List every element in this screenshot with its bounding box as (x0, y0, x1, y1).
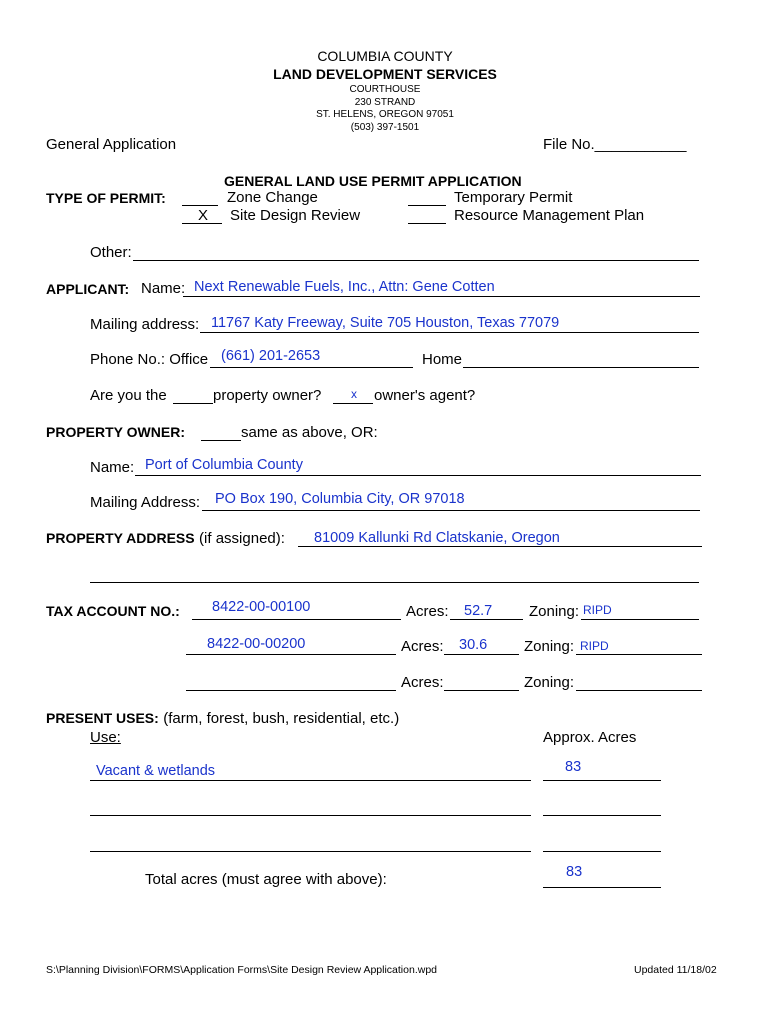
applicant-phone-label: Phone No.: Office (90, 351, 209, 368)
applicant-office-phone-field[interactable] (210, 367, 413, 368)
acres-label-3: Acres: (401, 674, 444, 691)
applicant-mailing-label: Mailing address: (90, 316, 200, 333)
applicant-home-label: Home (422, 351, 463, 368)
tax-account-label: TAX ACCOUNT NO.: (46, 603, 180, 619)
zoning-value-1: RIPD (583, 603, 612, 617)
footer-updated-date: Updated 11/18/02 (634, 964, 717, 976)
street-address: 230 STRAND (354, 97, 416, 108)
owner-mailing-field[interactable] (202, 510, 700, 511)
use-acres-field-1[interactable] (543, 780, 661, 781)
zone-change-label: Zone Change (227, 189, 318, 206)
tax-account-value-2: 8422-00-00200 (207, 636, 306, 652)
tax-account-value-1: 8422-00-00100 (212, 599, 311, 615)
site-design-review-mark: X (198, 207, 209, 224)
zoning-field-2[interactable] (576, 654, 702, 655)
present-uses-heading (46, 710, 399, 728)
header-phone: (503) 397-1501 (350, 122, 420, 133)
use-field-3[interactable] (90, 851, 531, 852)
property-address-field[interactable] (298, 546, 702, 547)
acres-field-3[interactable] (444, 690, 519, 691)
property-address-label-group (46, 530, 285, 548)
type-of-permit-label: TYPE OF PERMIT: (46, 190, 166, 206)
owner-question-prefix: Are you the (90, 387, 167, 404)
property-address-value: 81009 Kallunki Rd Clatskanie, Oregon (314, 530, 560, 546)
zoning-value-2: RIPD (580, 639, 609, 653)
total-acres-field[interactable] (543, 887, 661, 888)
use-acres-value-1: 83 (565, 759, 582, 775)
use-column-header: Use: (90, 729, 121, 746)
use-field-1[interactable] (90, 780, 531, 781)
applicant-mailing-field[interactable] (200, 332, 699, 333)
form-label: General Application (46, 136, 177, 153)
same-as-above-label: same as above, OR: (241, 424, 378, 441)
resource-management-label: Resource Management Plan (454, 207, 645, 224)
owner-mailing-value: PO Box 190, Columbia City, OR 97018 (215, 491, 465, 507)
present-uses-hint: (farm, forest, bush, residential, etc.) (163, 710, 400, 727)
property-address-suffix: (if assigned): (199, 530, 285, 547)
form-title: GENERAL LAND USE PERMIT APPLICATION (224, 173, 522, 189)
property-address-line-2[interactable] (90, 582, 699, 583)
department-name: LAND DEVELOPMENT SERVICES (273, 66, 497, 82)
owner-name-field[interactable] (135, 475, 701, 476)
same-as-above-blank[interactable] (201, 440, 241, 441)
applicant-name-field[interactable] (183, 296, 700, 297)
owner-name-value: Port of Columbia County (145, 457, 303, 473)
owner-mailing-label: Mailing Address: (90, 494, 201, 511)
zone-change-blank[interactable] (182, 205, 218, 206)
temporary-permit-blank[interactable] (408, 205, 446, 206)
footer-file-path: S:\Planning Division\FORMS\Application Forms\Site Design Review Application.wpd (46, 964, 438, 976)
county-name: COLUMBIA COUNTY (317, 48, 453, 64)
acres-field-2[interactable] (444, 654, 519, 655)
file-number: File No.___________ (543, 136, 687, 153)
zoning-field-3[interactable] (576, 690, 702, 691)
property-owner-label: property owner? (213, 387, 322, 404)
acres-value-1: 52.7 (464, 603, 493, 619)
approx-acres-column-header: Approx. Acres (543, 729, 637, 746)
total-acres-label: Total acres (must agree with above): (145, 871, 387, 888)
use-acres-field-2[interactable] (543, 815, 661, 816)
city-address: ST. HELENS, OREGON 97051 (316, 109, 454, 120)
applicant-name-value: Next Renewable Fuels, Inc., Attn: Gene Cotten (194, 279, 495, 295)
owners-agent-blank[interactable] (333, 403, 373, 404)
acres-label-1: Acres: (406, 603, 449, 620)
owners-agent-mark: x (351, 387, 357, 401)
owners-agent-label: owner's agent? (374, 387, 476, 404)
applicant-name-label: Name: (141, 280, 186, 297)
applicant-mailing-value: 11767 Katy Freeway, Suite 705 Houston, Texas 77079 (211, 315, 560, 331)
use-acres-field-3[interactable] (543, 851, 661, 852)
owner-name-label: Name: (90, 459, 135, 476)
present-uses-label: PRESENT USES: (46, 710, 159, 726)
building-name: COURTHOUSE (349, 84, 421, 95)
tax-account-field-3[interactable] (186, 690, 396, 691)
tax-account-field-1[interactable] (192, 619, 401, 620)
property-address-label: PROPERTY ADDRESS (46, 530, 195, 546)
temporary-permit-label: Temporary Permit (454, 189, 573, 206)
acres-field-1[interactable] (450, 619, 523, 620)
property-owner-blank[interactable] (173, 403, 213, 404)
zoning-field-1[interactable] (581, 619, 699, 620)
use-value-1: Vacant & wetlands (96, 763, 216, 779)
zoning-label-2: Zoning: (524, 638, 575, 655)
acres-value-2: 30.6 (459, 637, 488, 653)
zoning-label-1: Zoning: (529, 603, 580, 620)
property-owner-section-label: PROPERTY OWNER: (46, 424, 185, 440)
site-design-review-label: Site Design Review (230, 207, 361, 224)
zoning-label-3: Zoning: (524, 674, 575, 691)
other-field[interactable] (133, 260, 699, 261)
other-label: Other: (90, 244, 132, 261)
tax-account-field-2[interactable] (186, 654, 396, 655)
acres-label-2: Acres: (401, 638, 444, 655)
total-acres-value: 83 (566, 864, 583, 880)
use-field-2[interactable] (90, 815, 531, 816)
resource-management-blank[interactable] (408, 223, 446, 224)
applicant-label: APPLICANT: (46, 281, 130, 297)
applicant-home-phone-field[interactable] (463, 367, 699, 368)
applicant-office-phone-value: (661) 201-2653 (221, 348, 321, 364)
